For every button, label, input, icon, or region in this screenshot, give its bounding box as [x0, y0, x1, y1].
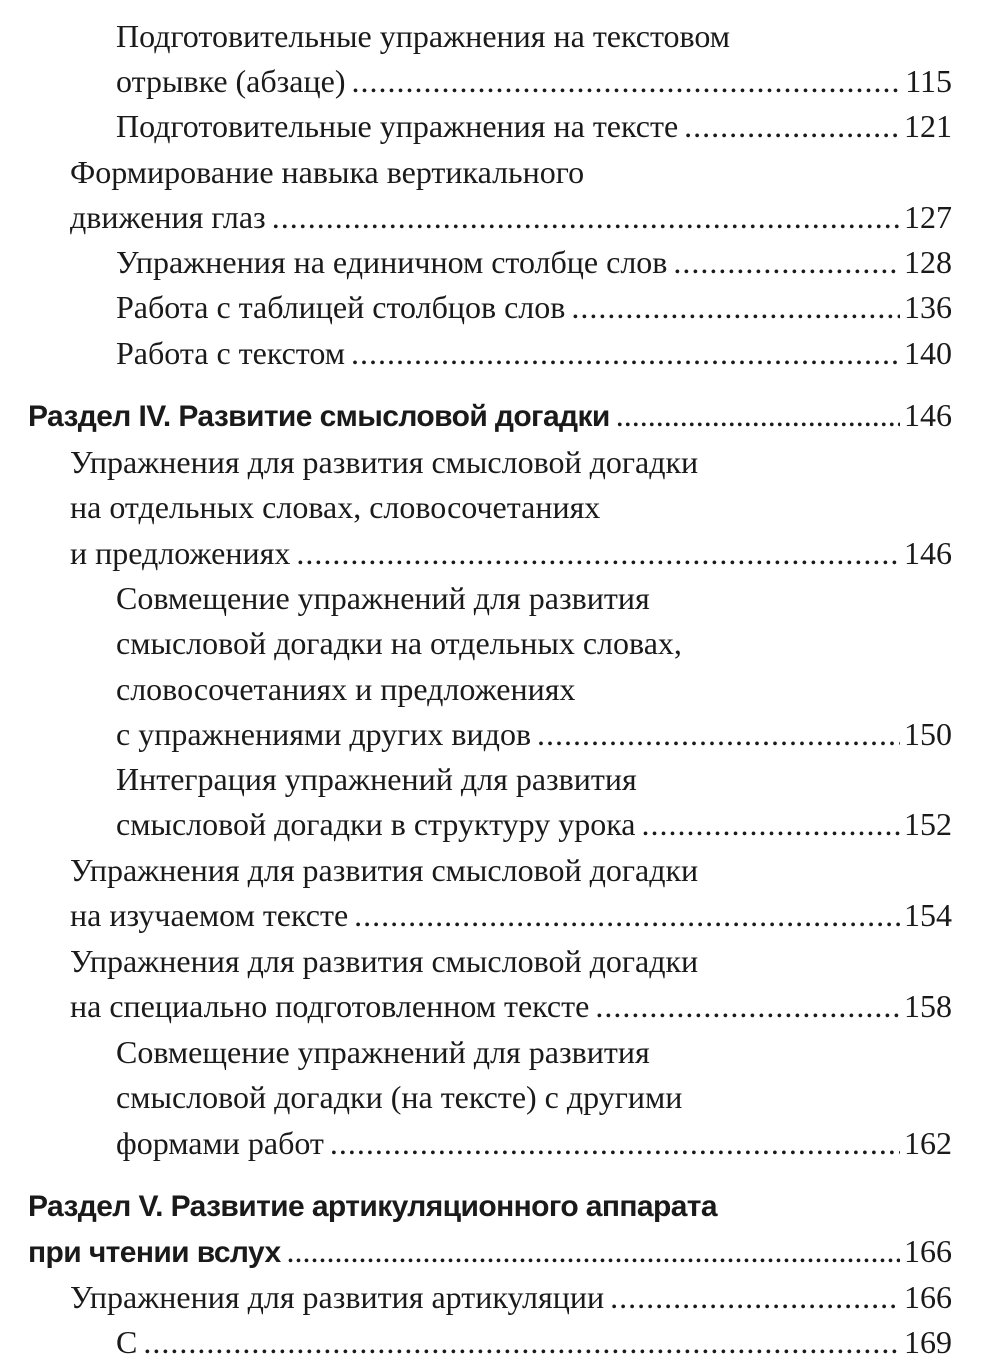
toc-entry-last-line	[70, 1275, 952, 1320]
toc-entry-last-line	[70, 893, 952, 938]
dot-leader	[351, 331, 900, 376]
toc-entry-text-line: Упражнения для развития смысловой догадки	[70, 943, 699, 979]
toc-entry-text-line: Формирование навыка вертикального	[70, 154, 585, 190]
dot-leader	[287, 1229, 900, 1274]
page-number: 152	[904, 806, 952, 842]
toc-entry-text-line: смысловой догадки (на тексте) с другими	[116, 1079, 683, 1115]
toc-entry-text-line: на отдельных словах, словосочетаниях	[70, 489, 601, 525]
page-number: 169	[904, 1324, 952, 1360]
page-number: 128	[904, 244, 952, 280]
toc-entry-text-line: Интеграция упражнений для развития	[116, 761, 637, 797]
toc-entry-text: Работа с таблицей столбцов слов	[116, 289, 566, 325]
page-number: 121	[904, 108, 952, 144]
toc-entry-last-line	[70, 984, 952, 1029]
toc-entry-text: отрывке (абзаце)	[116, 63, 346, 99]
dot-leader	[354, 893, 900, 938]
page-number: 150	[904, 716, 952, 752]
page-number: 136	[904, 289, 952, 325]
dot-leader	[296, 531, 900, 576]
toc-entry-last-line	[28, 1229, 952, 1274]
toc-entry-text: на изучаемом тексте	[70, 897, 349, 933]
toc-entry-text-line: смысловой догадки на отдельных словах,	[116, 625, 682, 661]
dot-leader	[610, 1275, 900, 1320]
toc-entry-text: С	[116, 1324, 138, 1360]
toc-entry-text-line: Упражнения для развития смысловой догадки	[70, 852, 699, 888]
toc-entry-text: Упражнения на единичном столбце слов	[116, 244, 668, 280]
dot-leader	[351, 59, 901, 104]
toc-entry-last-line	[116, 712, 952, 757]
toc-entry-last-line	[116, 1121, 952, 1166]
toc-entry-text: Работа с текстом	[116, 335, 345, 371]
page-number: 166	[904, 1279, 952, 1315]
toc-entry-text: с упражнениями других видов	[116, 716, 532, 752]
page-number: 158	[904, 988, 952, 1024]
toc-entry-text: Подготовительные упражнения на тексте	[116, 108, 679, 144]
toc-entry-text-line: Раздел V. Развитие артикуляционного аппарата	[28, 1190, 717, 1223]
toc-entry-text-line: Совмещение упражнений для развития	[116, 580, 650, 616]
toc-entry-last-line	[70, 195, 952, 240]
toc-entry-last-line	[116, 240, 952, 285]
page-number: 162	[904, 1125, 952, 1161]
toc-entry-text: на специально подготовленном тексте	[70, 988, 590, 1024]
page-number: 154	[904, 897, 952, 933]
toc-entry-text: формами работ	[116, 1125, 324, 1161]
dot-leader	[143, 1320, 900, 1365]
toc-entry-last-line	[116, 285, 952, 330]
page-number: 115	[905, 63, 952, 99]
toc-entry-text: Раздел IV. Развитие смысловой догадки	[28, 400, 610, 433]
toc-entry-text: движения глаз	[70, 199, 266, 235]
page-number: 166	[904, 1233, 952, 1269]
toc-entry-last-line	[70, 531, 952, 576]
toc-entry-last-line	[28, 393, 952, 438]
dot-leader	[595, 984, 900, 1029]
toc-entry-text: Упражнения для развития артикуляции	[70, 1279, 605, 1315]
toc-entry-last-line	[116, 1320, 952, 1365]
toc-entry-text-line: Подготовительные упражнения на текстовом	[116, 18, 731, 54]
toc-entry-last-line	[116, 59, 952, 104]
dot-leader	[684, 104, 900, 149]
dot-leader	[330, 1121, 900, 1166]
toc-entry-text: смысловой догадки в структуру урока	[116, 806, 636, 842]
dot-leader	[537, 712, 900, 757]
page-number: 146	[904, 397, 952, 433]
dot-leader	[571, 285, 900, 330]
dot-leader	[673, 240, 900, 285]
toc-entry-text-line: Упражнения для развития смысловой догадки	[70, 444, 699, 480]
toc-entry-last-line	[116, 331, 952, 376]
toc-entry-text: при чтении вслух	[28, 1236, 281, 1269]
toc-entry-text-line: Совмещение упражнений для развития	[116, 1034, 650, 1070]
toc-entry-last-line	[116, 802, 952, 847]
dot-leader	[642, 802, 901, 847]
page-number: 140	[904, 335, 952, 371]
toc-entry-last-line	[116, 104, 952, 149]
toc-entry-text-line: словосочетаниях и предложениях	[116, 671, 576, 707]
dot-leader	[616, 393, 900, 438]
page-number: 127	[904, 199, 952, 235]
page-number: 146	[904, 535, 952, 571]
toc-entry-text: и предложениях	[70, 535, 291, 571]
dot-leader	[272, 195, 900, 240]
